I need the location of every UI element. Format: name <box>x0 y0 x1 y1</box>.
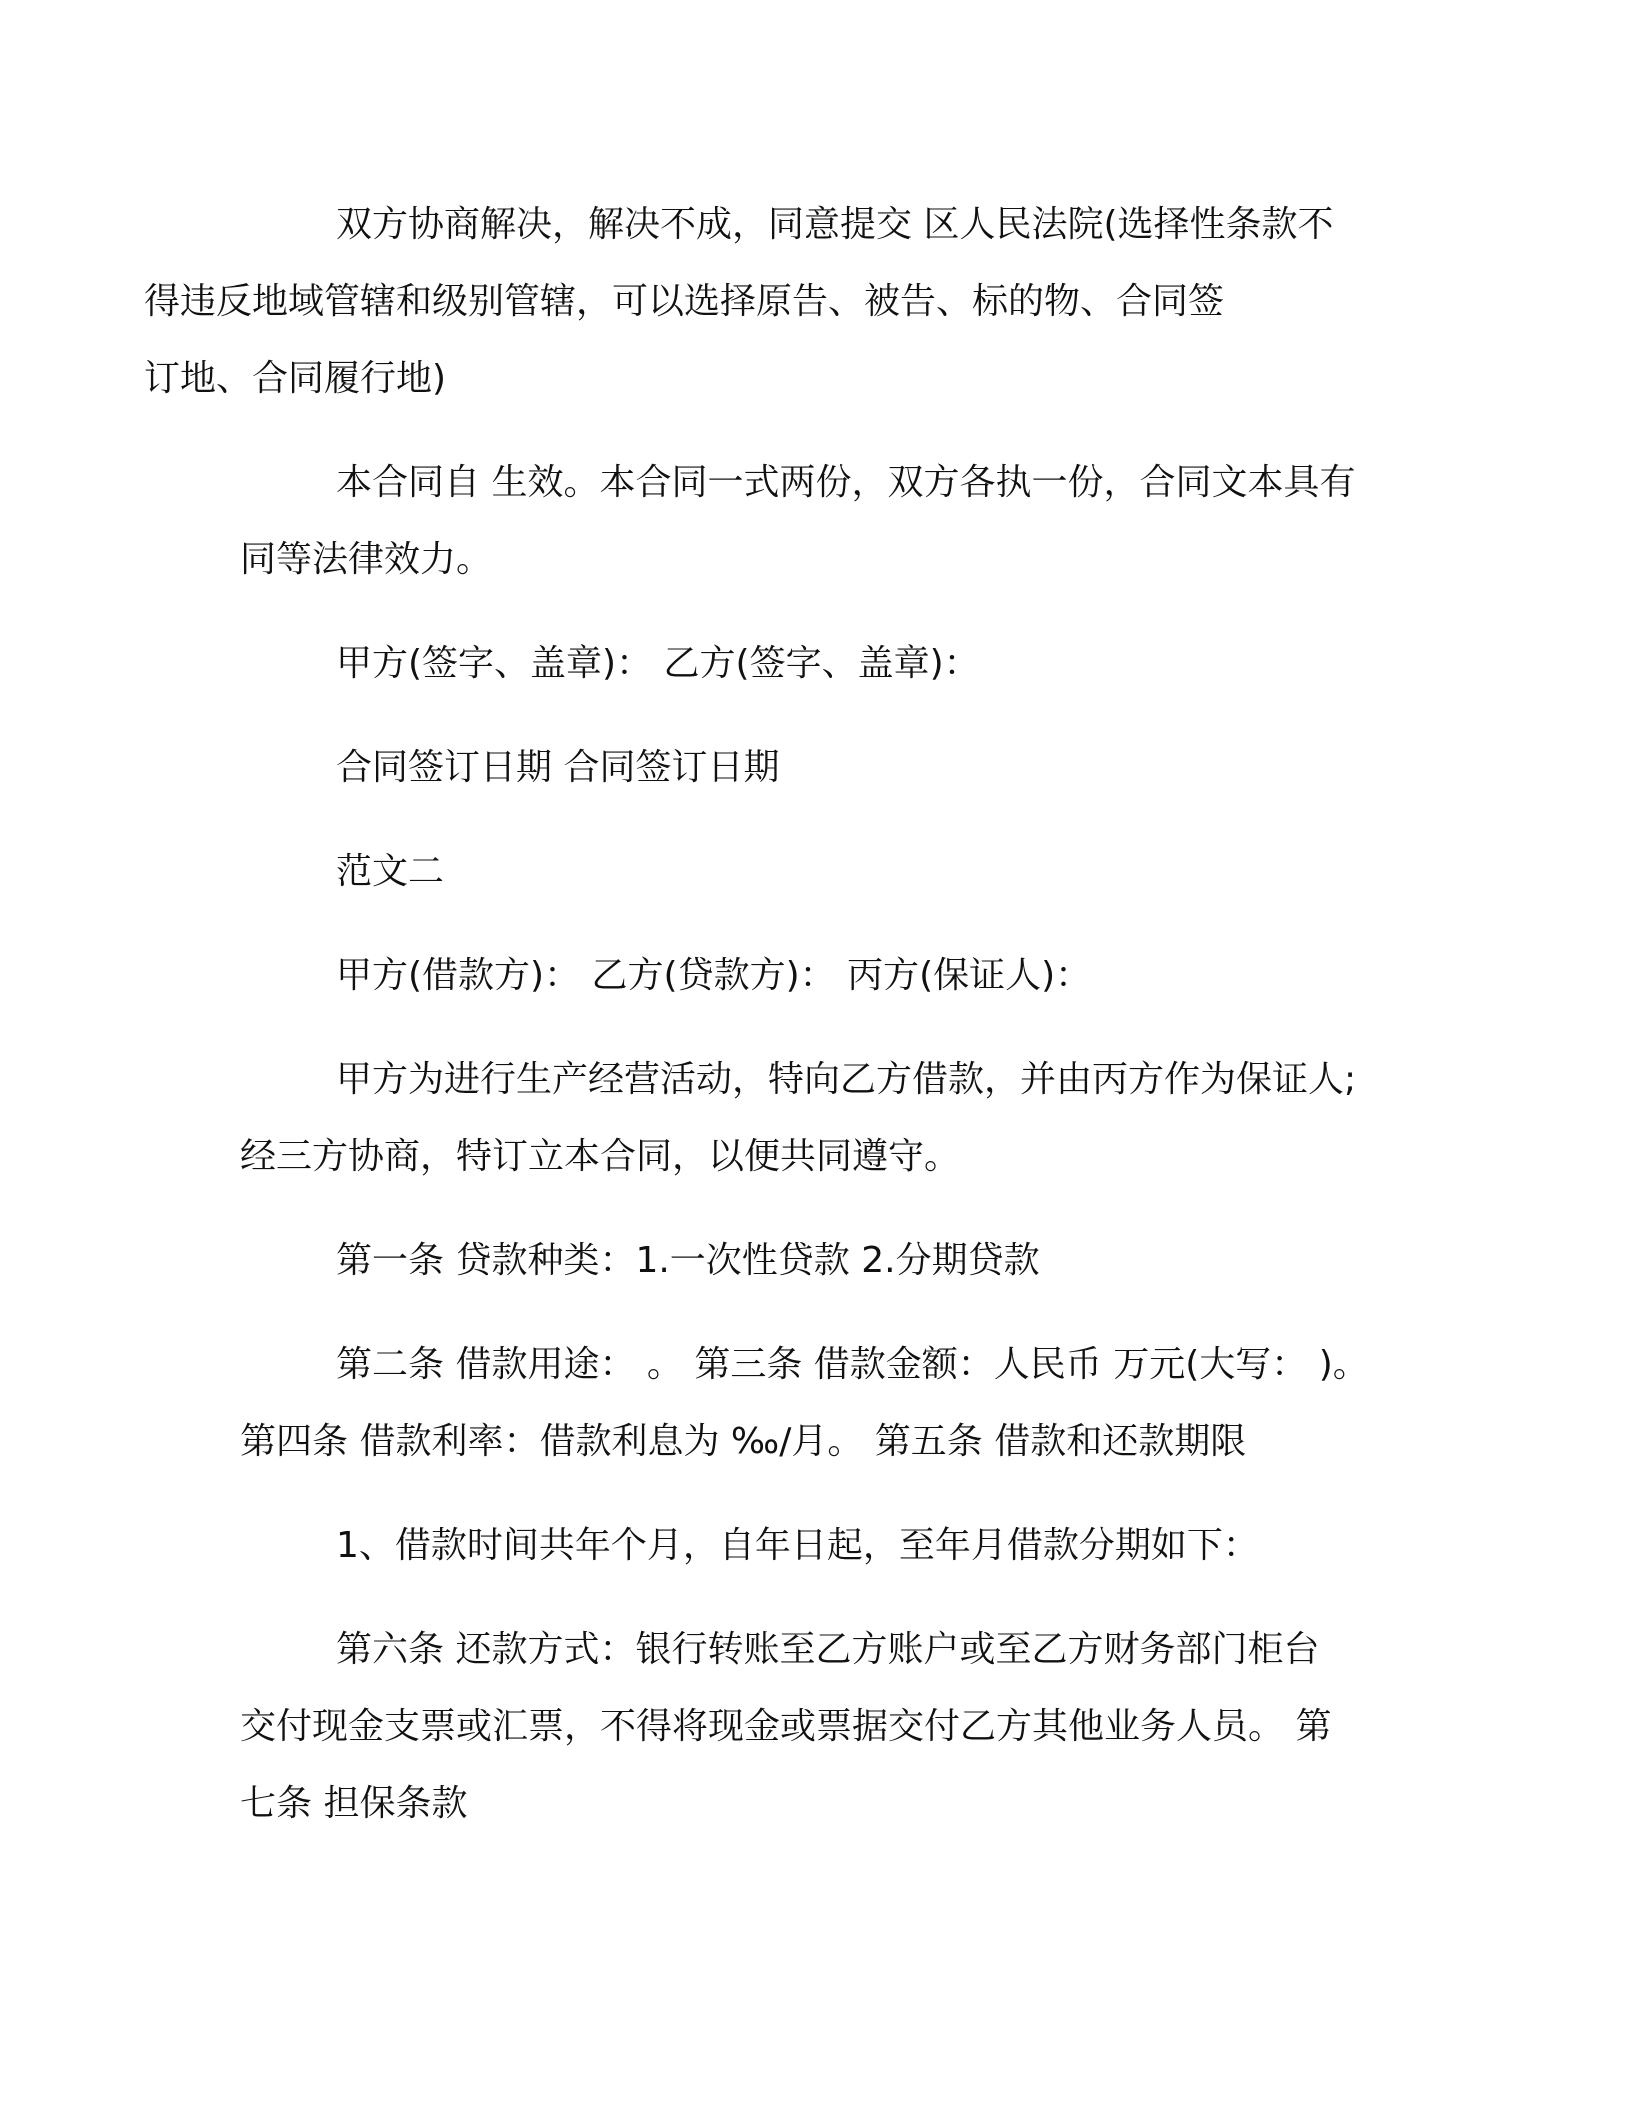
paragraph-signatures <box>240 625 1390 702</box>
clause-6-7-repayment-guarantee <box>240 1611 1390 1842</box>
clause-1-loan-type <box>240 1222 1390 1299</box>
paragraph-purpose <box>240 1041 1390 1195</box>
text-line: 交付现金支票或汇票，不得将现金或票据交付乙方其他业务人员。 第 <box>240 1706 1332 1747</box>
text-line: 合同签订日期 合同签订日期 <box>336 747 780 788</box>
text-line: 经三方协商，特订立本合同，以便共同遵守。 <box>240 1136 961 1177</box>
text-line: 甲方为进行生产经营活动，特向乙方借款，并由丙方作为保证人; <box>336 1059 1357 1100</box>
document-body <box>144 186 1390 1869</box>
text-line: 同等法律效力。 <box>240 539 493 580</box>
text-line: 本合同自 生效。本合同一式两份，双方各执一份，合同文本具有 <box>336 462 1356 503</box>
text-line: 1、借款时间共年个月，自年日起，至年月借款分期如下： <box>336 1525 1259 1566</box>
text-line: 订地、合同履行地) <box>144 358 447 399</box>
section-heading-sample-two <box>240 833 1390 910</box>
paragraph-signing-dates <box>240 729 1390 806</box>
text-line: 七条 担保条款 <box>240 1783 468 1824</box>
clause-2-5-terms <box>240 1326 1390 1480</box>
text-line: 第六条 还款方式：银行转账至乙方账户或至乙方财务部门柜台 <box>336 1629 1320 1670</box>
text-line: 第四条 借款利率：借款利息为 ‰/月。 第五条 借款和还款期限 <box>240 1421 1247 1462</box>
text-line: 第一条 贷款种类：1.一次性贷款 2.分期贷款 <box>336 1240 1040 1281</box>
text-line: 第二条 借款用途： 。 第三条 借款金额：人民币 万元(大写： )。 <box>336 1344 1369 1385</box>
text-line: 得违反地域管辖和级别管辖，可以选择原告、被告、标的物、合同签 <box>144 281 1225 322</box>
text-line: 双方协商解决，解决不成，同意提交 区人民法院(选择性条款不 <box>336 204 1334 245</box>
paragraph-parties <box>240 937 1390 1014</box>
paragraph-loan-period <box>240 1507 1390 1584</box>
text-line: 甲方(借款方)： 乙方(贷款方)： 丙方(保证人)： <box>336 955 1092 996</box>
text-line: 甲方(签字、盖章)： 乙方(签字、盖章)： <box>336 643 980 684</box>
paragraph-dispute-resolution <box>144 186 1390 417</box>
text-line: 范文二 <box>336 851 445 892</box>
paragraph-effectiveness <box>240 444 1390 598</box>
